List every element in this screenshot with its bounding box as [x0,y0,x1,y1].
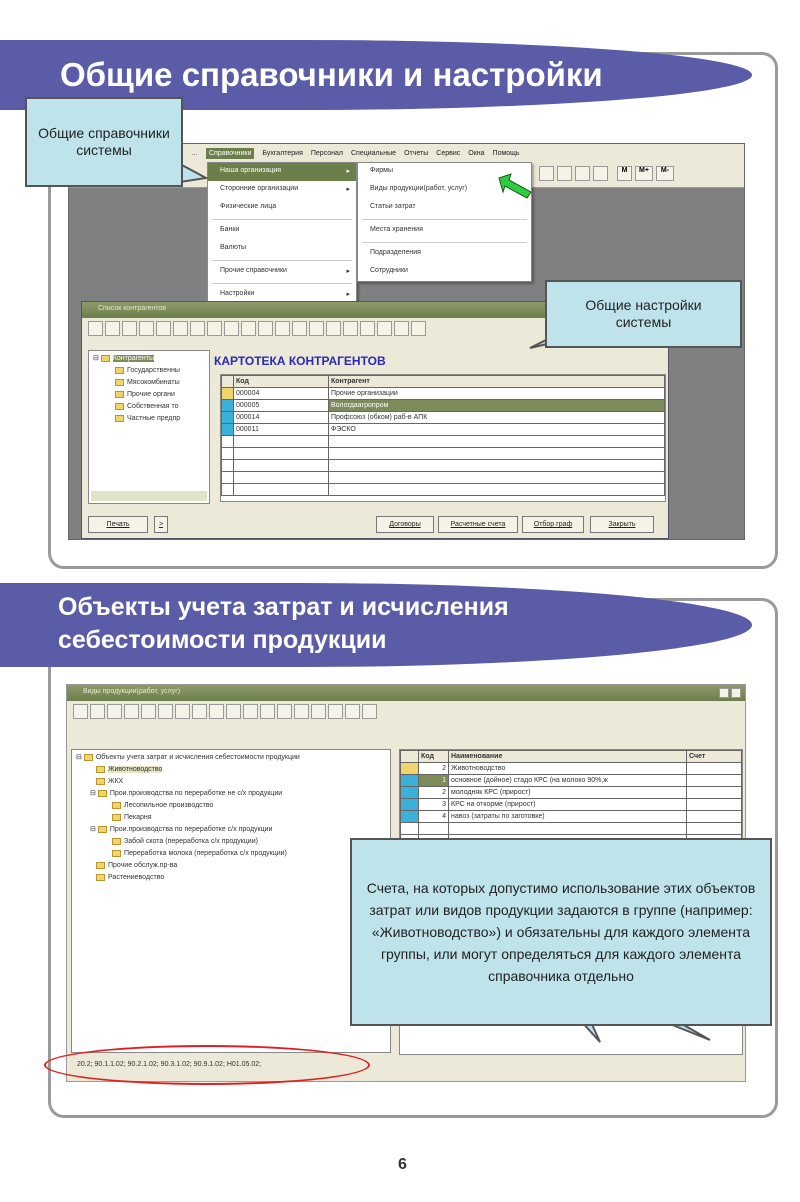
toolbar-button[interactable] [360,321,375,336]
tree-node[interactable]: ⊟ Прои.производства по переработке с/х продукции [90,826,273,833]
callout-common-settings: Общие настройки системы [545,280,742,348]
column-header-name[interactable]: Наименование [449,751,687,763]
help-button[interactable] [345,704,360,719]
tree-node[interactable]: Прочие обслуж.пр-ва [76,860,386,872]
table-row[interactable]: 000011 ФЭСКО [222,424,665,436]
folder-icon [112,838,121,845]
menu-individuals[interactable]: Физические лица [220,203,277,210]
toolbar-button[interactable] [243,704,258,719]
cost-objects-tree [71,749,391,1053]
menu-item[interactable]: Бухгалтерия [262,149,303,157]
table-row[interactable]: 4 навоз (затраты по заготовке) [401,811,742,823]
tree-node[interactable]: ЖКХ [76,776,386,788]
menu-item[interactable]: Персонал [310,149,343,157]
maximize-button[interactable] [731,688,741,698]
toolbar-button[interactable] [224,321,239,336]
tree-node[interactable]: ⊟ Объекты учета затрат и исчисления себестоимости продукции [76,754,300,761]
submenu-cost-items[interactable]: Статьи затрат [370,203,416,210]
menu-external-orgs[interactable]: Сторонние организации ▸ [208,181,356,199]
toolbar-button[interactable] [593,166,608,181]
folder-icon [84,754,93,761]
folder-icon [115,403,124,410]
tree-node[interactable]: Собственная то [93,401,205,413]
folder-icon [96,862,105,869]
table-row[interactable]: 3 КРС на откорме (прирост) [401,799,742,811]
toolbar-button[interactable] [328,704,343,719]
column-header-code[interactable]: Код [419,751,449,763]
menu-item[interactable]: Сервис [436,149,461,157]
menu-banks[interactable]: Банки [220,226,240,233]
counterparties-heading: КАРТОТЕКА КОНТРАГЕНТОВ [214,354,386,368]
slide2-title-line1: Объекты учета затрат и исчисления [58,593,509,621]
tree-node[interactable]: ⊟ Прои.производства по переработке не с/х продукции [90,790,283,797]
callout-pointer [180,160,210,190]
submenu-product-types[interactable]: Виды продукции(работ, услуг) [370,185,468,192]
toolbar-button[interactable] [275,321,290,336]
minimize-button[interactable] [719,688,729,698]
toolbar-button[interactable] [175,704,190,719]
toolbar-button[interactable] [377,321,392,336]
toolbar-button[interactable] [309,321,324,336]
table-row[interactable]: 2 молодняк КРС (прирост) [401,787,742,799]
callout-accounts-info: Счета, на которых допустимо использование этих объектов затрат или видов продукции задаются в группе (например: «Животноводство») и обязательны для каждого элемента группы, или могут определяться для каждого элемента справочника отдельно [350,838,772,1026]
table-row[interactable]: 2 Животноводство [401,763,742,775]
menu-our-organization[interactable]: Наша организация ▸ [208,163,356,181]
memory-minus-button[interactable]: М- [656,166,674,181]
accounts-list: 20.2; 90.1.1.02; 90.2.1.02; 90.3.1.02; 90.9.1.02; Н01.05.02; [77,1061,262,1068]
toolbar-button[interactable] [411,321,426,336]
memory-button[interactable]: М [617,166,632,181]
menu-item[interactable]: Специальные [351,149,397,157]
tree-node[interactable]: Частные предпр [93,413,205,425]
submenu-departments[interactable]: Подразделения [370,249,421,256]
folder-icon [96,874,105,881]
toolbar-button[interactable] [105,321,120,336]
tree-node[interactable]: Лесопильное производство [76,800,386,812]
tree-node[interactable]: Животноводство [76,764,386,776]
tree-node[interactable]: Забой скота (переработка с/х продукции) [76,836,386,848]
window-title: Список контрагентов [82,302,668,318]
toolbar-button[interactable] [158,704,173,719]
submenu-storage[interactable]: Места хранения [370,226,423,233]
toolbar-button[interactable] [73,704,88,719]
help-button[interactable] [394,321,409,336]
contracts-button[interactable]: Договоры [376,516,434,533]
toolbar-button[interactable] [539,166,554,181]
table-row[interactable]: 000014 Профсоюз (обком) раб-в АПК [222,412,665,424]
callout-pointer [560,1020,720,1060]
horizontal-scrollbar[interactable] [91,491,207,501]
callout-common-references: Общие справочники системы [25,97,183,187]
folder-icon [115,379,124,386]
toolbar-button[interactable] [226,704,241,719]
toolbar-button[interactable] [122,321,137,336]
toolbar-button[interactable] [207,321,222,336]
window-controls [719,688,741,698]
green-arrow-icon [497,172,533,200]
menu-item[interactable]: Помощь [492,149,520,157]
submenu-firms[interactable]: Фирмы [370,167,393,174]
toolbar-button[interactable] [343,321,358,336]
toolbar-button[interactable] [277,704,292,719]
toolbar-button[interactable] [326,321,341,336]
window-toolbar [67,701,745,723]
folder-icon [96,778,105,785]
toolbar-button[interactable] [156,321,171,336]
tree-node[interactable]: Государственны [93,365,205,377]
folder-icon [112,802,121,809]
toolbar-button[interactable] [90,704,105,719]
slide2-title [0,583,752,667]
slide1-title: Общие справочники и настройки [0,40,752,110]
bank-accounts-button[interactable]: Расчетные счета [438,516,518,533]
tree-node[interactable]: Переработка молока (переработка с/х продукции) [76,848,386,860]
toolbar-button[interactable] [557,166,572,181]
table-row[interactable]: 1 основное (дойное) стадо КРС (на молоко 90%,ж [401,775,742,787]
column-header-counterparty[interactable]: Контрагент [329,376,665,388]
references-menu [207,162,357,305]
memory-plus-button[interactable]: М+ [635,166,653,181]
folder-icon [98,826,107,833]
toolbar-button[interactable] [294,704,309,719]
folder-icon [96,766,105,773]
folder-icon [112,814,121,821]
folder-icon [98,790,107,797]
toolbar-right [539,166,674,181]
counterparties-table [220,374,666,502]
column-header-account[interactable]: Счет [687,751,742,763]
page-number: 6 [398,1156,407,1173]
menu-item-references[interactable]: Справочники [206,148,254,159]
close-button[interactable]: Закрыть [590,516,654,533]
toolbar-button[interactable] [107,704,122,719]
menu-other-references[interactable]: Прочие справочники ▸ [208,263,356,281]
toolbar-button[interactable] [311,704,326,719]
menu-item[interactable]: Окна [468,149,485,157]
toolbar-button[interactable] [88,321,103,336]
tree-node[interactable]: Пекарня [76,812,386,824]
toolbar-button[interactable] [139,321,154,336]
folder-icon [101,355,110,362]
column-header-code[interactable]: Код [234,376,329,388]
toolbar-button[interactable] [362,704,377,719]
tree-node[interactable]: Мясокомбинаты [93,377,205,389]
toolbar-button[interactable] [173,321,188,336]
more-button[interactable]: > [154,516,168,533]
slide2-title-line2: себестоимости продукции [58,626,387,654]
toolbar-button[interactable] [258,321,273,336]
tree-node[interactable]: Прочие органи [93,389,205,401]
toolbar-button[interactable] [192,704,207,719]
folder-icon [115,391,124,398]
accounts-highlight-ellipse [44,1045,370,1085]
print-button[interactable]: Печать [88,516,148,533]
folder-icon [115,367,124,374]
toolbar-button[interactable] [190,321,205,336]
folder-icon [115,415,124,422]
toolbar-button[interactable] [292,321,307,336]
submenu-employees[interactable]: Сотрудники [370,267,408,274]
toolbar-button[interactable] [260,704,275,719]
toolbar-button[interactable] [209,704,224,719]
menu-currencies[interactable]: Валюты [220,244,246,251]
folder-icon [112,850,121,857]
table-row[interactable]: 000005 Вологдаагропром [222,400,665,412]
tree-node[interactable]: Растениеводство [76,872,386,884]
counterparty-tree [88,350,210,504]
toolbar-button[interactable] [575,166,590,181]
tree-node[interactable]: ⊟ Контрагенты [93,355,155,362]
window-title: Виды продукции(работ, услуг) [67,685,745,701]
menu-item[interactable]: Отчеты [404,149,429,157]
toolbar-button[interactable] [124,704,139,719]
table-row[interactable]: 000004 Прочие организации [222,388,665,400]
toolbar-button[interactable] [141,704,156,719]
menu-item[interactable]: … [191,149,198,157]
menu-settings[interactable]: Настройки ▸ [208,286,356,304]
column-filter-button[interactable]: Отбор граф [522,516,584,533]
toolbar-button[interactable] [241,321,256,336]
